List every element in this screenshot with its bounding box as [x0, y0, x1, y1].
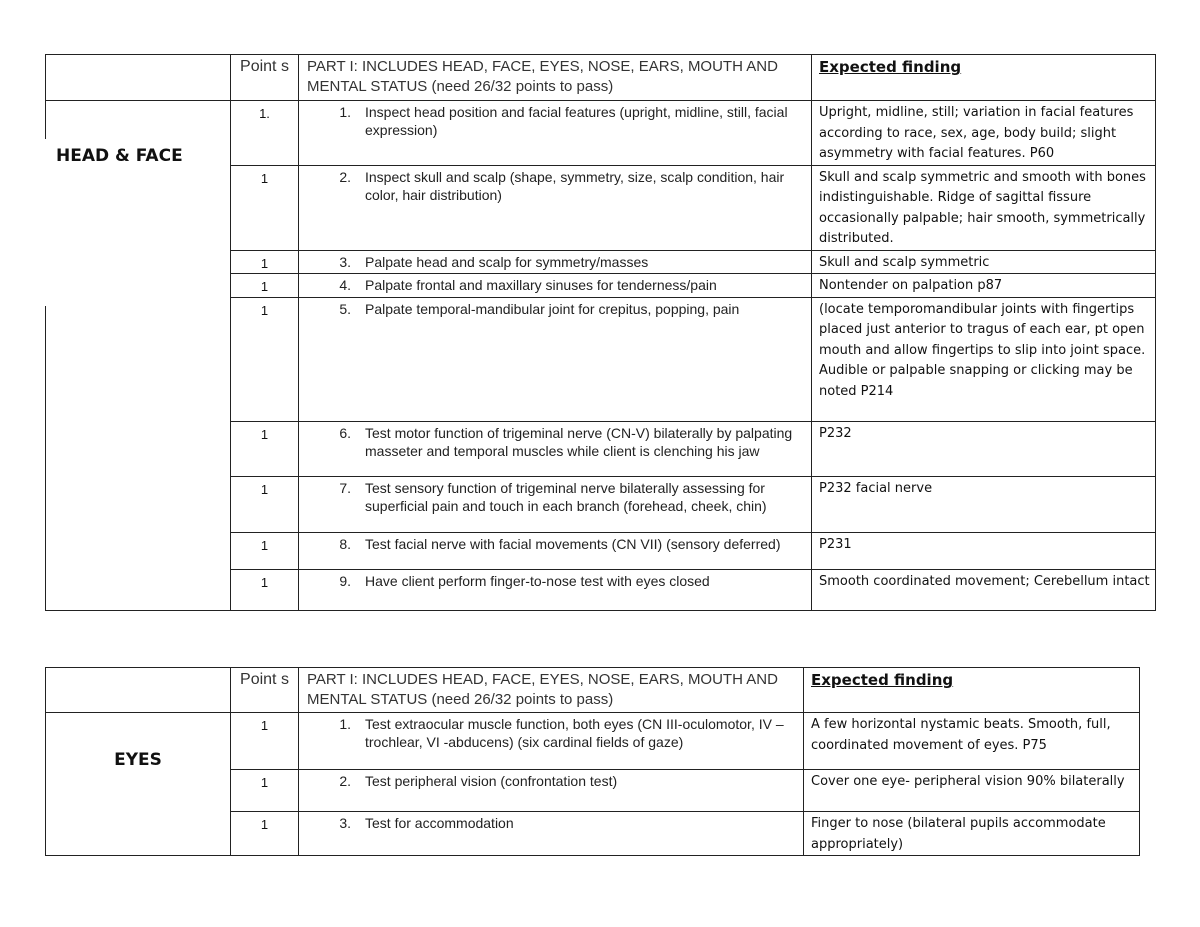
procedure-cell — [299, 812, 804, 856]
points-header: Point s — [231, 668, 299, 713]
item-number: 9. — [339, 572, 351, 589]
finding-text: (locate temporomandibular joints with fingertips placed just anterior to tragus of each ear, pt open mouth and allow fingertips to slip into joint space. — [819, 301, 1146, 358]
expected-finding-header: Expected finding — [812, 55, 1156, 101]
item-number: 6. — [339, 424, 351, 441]
procedure-text: Test peripheral vision (confrontation test) — [365, 773, 618, 789]
row-points: 1 — [231, 770, 299, 812]
points-header: Point s — [231, 55, 299, 101]
table-header-row — [46, 668, 1140, 713]
section-label-head-face: HEAD & FACE — [46, 101, 231, 611]
item-number: 2. — [339, 773, 351, 789]
empty-header-cell — [46, 668, 231, 713]
item-number: 3. — [339, 253, 351, 270]
row-points: 1 — [231, 274, 299, 298]
finding-cell: Upright, midline, still; variation in facial features according to race, sex, age, body build; slight asymmetry with facial features. P60 — [812, 101, 1156, 166]
part-header: PART I: INCLUDES HEAD, FACE, EYES, NOSE, EARS, MOUTH AND MENTAL STATUS (need 26/32 points to pass) — [299, 55, 812, 101]
finding-cell: P231 — [812, 532, 1156, 569]
row-points: 1 — [231, 532, 299, 569]
expected-finding-header: Expected finding — [804, 668, 1140, 713]
border-gap — [43, 139, 48, 306]
procedure-text: Test sensory function of trigeminal nerve bilaterally assessing for superficial pain and touch in each branch (forehead, cheek, chin) — [365, 479, 767, 514]
finding-cell: Cover one eye- peripheral vision 90% bilaterally — [804, 770, 1140, 812]
procedure-cell — [299, 165, 812, 250]
section-label-eyes: EYES — [46, 713, 231, 856]
table-row — [46, 713, 1140, 770]
procedure-cell — [299, 274, 812, 298]
finding-cell: A few horizontal nystamic beats. Smooth, full, coordinated movement of eyes. P75 — [804, 713, 1140, 770]
item-number: 8. — [339, 535, 351, 552]
item-number: 1. — [339, 716, 351, 732]
procedure-cell — [299, 770, 804, 812]
finding-cell: Skull and scalp symmetric — [812, 250, 1156, 274]
procedure-text: Palpate temporal-mandibular joint for crepitus, popping, pain — [365, 300, 740, 317]
procedure-cell — [299, 101, 812, 166]
item-number: 5. — [339, 300, 351, 317]
finding-cell: Nontender on palpation p87 — [812, 274, 1156, 298]
item-number: 2. — [339, 168, 351, 185]
procedure-cell — [299, 250, 812, 274]
finding-cell: P232 — [812, 421, 1156, 476]
procedure-text: Test motor function of trigeminal nerve (CN-V) bilaterally by palpating masseter and temporal muscles while client is clenching his jaw — [365, 424, 793, 459]
item-number: 1. — [339, 104, 351, 120]
row-points: 1 — [231, 297, 299, 421]
row-points: 1 — [231, 476, 299, 532]
row-points: 1 — [231, 165, 299, 250]
procedure-cell — [299, 297, 812, 421]
procedure-cell — [299, 713, 804, 770]
row-points: 1 — [231, 812, 299, 856]
item-number: 4. — [339, 277, 351, 293]
finding-text-2: Audible or palpable snapping or clicking may be noted P214 — [819, 363, 1133, 399]
procedure-cell — [299, 532, 812, 569]
procedure-text: Palpate head and scalp for symmetry/masses — [365, 253, 649, 270]
procedure-text: Have client perform finger-to-nose test with eyes closed — [365, 572, 710, 589]
procedure-text: Test extraocular muscle function, both eyes (CN III-oculomotor, IV –trochlear, VI -abducens) (six cardinal fields of gaze) — [365, 716, 784, 750]
procedure-text: Inspect skull and scalp (shape, symmetry, size, scalp condition, hair color, hair distribution) — [365, 168, 785, 203]
table-header-row — [46, 55, 1156, 101]
procedure-text: Test facial nerve with facial movements (CN VII) (sensory deferred) — [365, 535, 781, 552]
border-gap — [92, 849, 171, 854]
row-points: 1 — [231, 421, 299, 476]
row-points: 1 — [231, 713, 299, 770]
head-face-table — [45, 54, 1156, 611]
row-points: 1 — [231, 250, 299, 274]
procedure-cell — [299, 569, 812, 610]
procedure-text: Inspect head position and facial features (upright, midline, still, facial expression) — [365, 104, 788, 138]
finding-cell: Skull and scalp symmetric and smooth with bones indistinguishable. Ridge of sagittal fissure occasionally palpable; hair smooth, symmetrically distributed. — [812, 165, 1156, 250]
procedure-text: Palpate frontal and maxillary sinuses for tenderness/pain — [365, 277, 717, 293]
row-points: 1 — [231, 569, 299, 610]
procedure-text: Test for accommodation — [365, 815, 514, 831]
finding-cell — [812, 297, 1156, 421]
item-number: 7. — [339, 479, 351, 496]
procedure-cell — [299, 421, 812, 476]
finding-cell: Finger to nose (bilateral pupils accommodate appropriately) — [804, 812, 1140, 856]
eyes-table — [45, 667, 1140, 856]
empty-header-cell — [46, 55, 231, 101]
item-number: 3. — [339, 815, 351, 831]
finding-cell: Smooth coordinated movement; Cerebellum intact — [812, 569, 1156, 610]
row-points: 1. — [231, 101, 299, 166]
table-row — [46, 101, 1156, 166]
procedure-cell — [299, 476, 812, 532]
part-header: PART I: INCLUDES HEAD, FACE, EYES, NOSE, EARS, MOUTH AND MENTAL STATUS (need 26/32 points to pass) — [299, 668, 804, 713]
finding-cell: P232 facial nerve — [812, 476, 1156, 532]
